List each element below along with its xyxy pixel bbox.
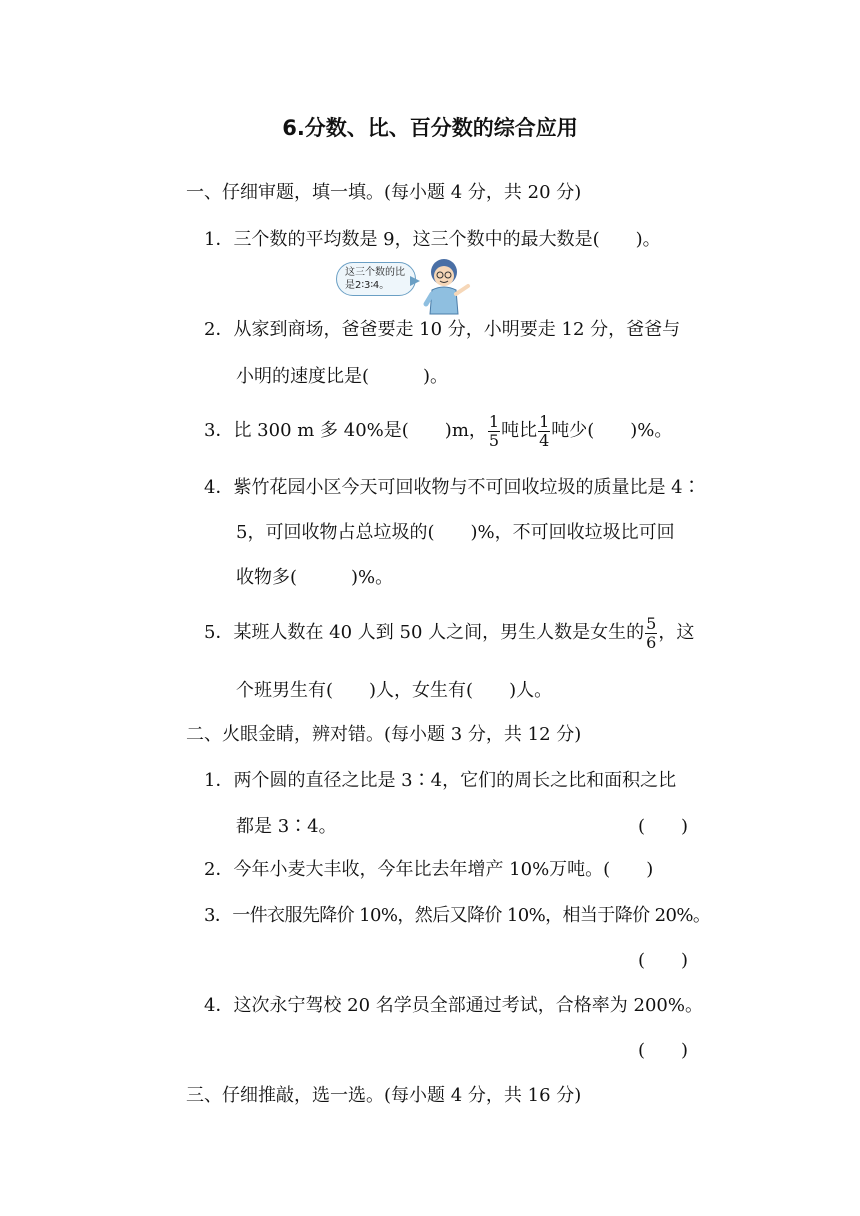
bubble-text-line-2: 是2∶3∶4。 <box>345 280 390 291</box>
fraction-denominator: 4 <box>539 430 550 450</box>
fraction-denominator: 5 <box>488 430 500 450</box>
s1-question-4-line-3: 收物多( )%。 <box>236 567 394 588</box>
page-title: 6.分数、比、百分数的综合应用 <box>282 116 578 140</box>
section-3-heading: 三、仔细推敲，选一选。(每小题 4 分，共 16 分) <box>186 1085 582 1106</box>
s2-q1-answer-paren[interactable]: ( ) <box>638 816 689 837</box>
s1-q5-part-a: 5．某班人数在 40 人到 50 人之间，男生人数是女生的 <box>204 622 645 643</box>
s2-question-1-line-2: 都是 3∶4。 <box>236 816 337 837</box>
s1-question-2-line-1: 2．从家到商场，爸爸要走 10 分，小明要走 12 分，爸爸与 <box>204 319 681 340</box>
s2-q4-answer-paren[interactable]: ( ) <box>638 1040 689 1061</box>
fraction-5-6 <box>645 613 657 652</box>
fraction-numerator: 1 <box>539 411 550 431</box>
fraction-numerator: 1 <box>488 411 500 431</box>
s1-q3-part-b: 吨比 <box>501 420 538 441</box>
section-2-heading: 二、火眼金睛，辨对错。(每小题 3 分，共 12 分) <box>186 724 582 745</box>
s1-question-2-line-2: 小明的速度比是( )。 <box>236 366 449 387</box>
s1-q3-part-a: 3．比 300 m 多 40%是( )m， <box>204 420 487 441</box>
s2-q3-answer-paren[interactable]: ( ) <box>638 950 689 971</box>
s1-question-5-line-2: 个班男生有( )人，女生有( )人。 <box>236 680 553 701</box>
fraction-1-4 <box>538 411 550 450</box>
s2-question-4-line-1: 4．这次永宁驾校 20 名学员全部通过考试，合格率为 200%。 <box>204 995 703 1016</box>
s1-q5-part-b: ，这 <box>658 622 695 643</box>
s1-question-5-line-1 <box>204 614 694 652</box>
s2-question-2: 2．今年小麦大丰收，今年比去年增产 10%万吨。( ) <box>204 859 654 880</box>
bubble-text-line-1: 这三个数的比 <box>345 267 405 278</box>
s1-question-3 <box>204 412 672 450</box>
fraction-denominator: 6 <box>646 632 657 652</box>
fraction-numerator: 5 <box>646 613 657 633</box>
section-1-heading: 一、仔细审题，填一填。(每小题 4 分，共 20 分) <box>186 182 582 203</box>
s1-question-1: 1．三个数的平均数是 9，这三个数中的最大数是( )。 <box>204 229 661 250</box>
s2-question-1-line-1: 1．两个圆的直径之比是 3∶4，它们的周长之比和面积之比 <box>204 770 677 791</box>
fraction-1-5 <box>488 411 500 450</box>
s1-q3-part-c: 吨少( )%。 <box>551 420 673 441</box>
s2-question-3-line-1: 3．一件衣服先降价 10%，然后又降价 10%，相当于降价 20%。 <box>204 905 711 926</box>
speech-bubble <box>336 262 416 296</box>
s1-question-4-line-2: 5，可回收物占总垃圾的( )%，不可回收垃圾比可回 <box>236 522 675 543</box>
s1-question-4-line-1: 4．紫竹花园小区今天可回收物与不可回收垃圾的质量比是 4∶ <box>204 477 701 498</box>
boy-illustration-icon <box>418 256 478 318</box>
